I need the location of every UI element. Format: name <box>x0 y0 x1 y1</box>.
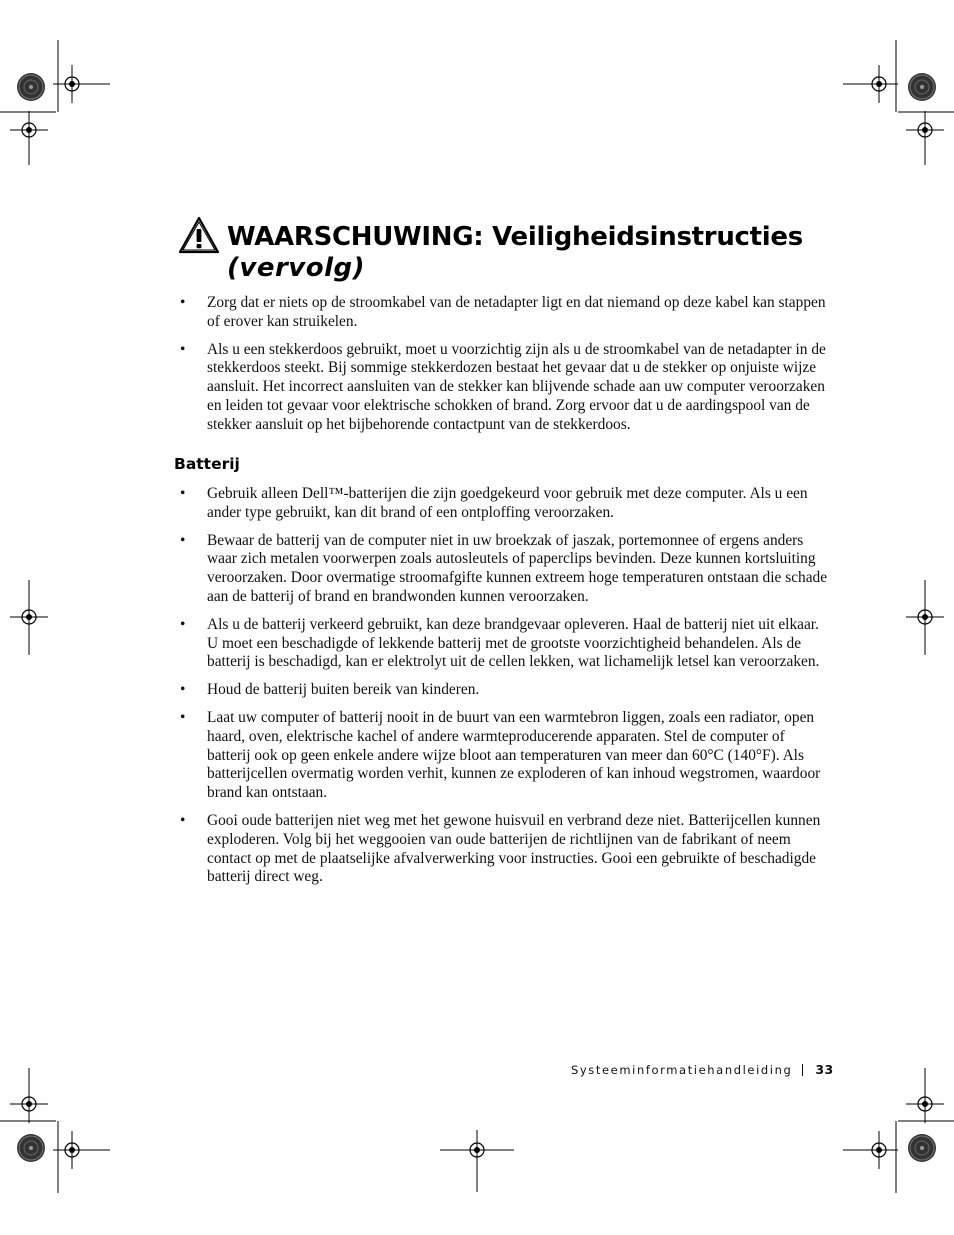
bullet: • <box>180 681 186 699</box>
bullet: • <box>180 531 186 549</box>
list-item-text: Bewaar de batterij van de computer niet in uw broekzak of jaszak, portemonnee of ergens anders waar zich metalen voorwerpen zoals autosleutels of paperclips bevinden. Deze kunnen kortsluiting veroorzaken. Door overmatige stroomafgifte kunnen extreem hoge temperaturen ontstaan die schade aan de batterij of brand en brandwonden kunnen veroorzaken. <box>207 531 828 605</box>
title-continued: (vervolg) <box>227 253 366 283</box>
list-item-text: Gebruik alleen Dell™-batterijen die zijn goedgekeurd voor gebruik met deze computer. Als u een ander type gebruikt, kan dit brand of een ontploffing veroorzaken. <box>207 485 808 521</box>
bullet: • <box>180 615 186 633</box>
list-item <box>178 812 828 887</box>
footer-separator <box>802 1064 803 1076</box>
footer-doc-name: Systeeminformatiehandleiding <box>571 1063 793 1077</box>
list-item <box>178 709 828 803</box>
page-footer <box>571 1062 834 1077</box>
list-item <box>178 616 828 672</box>
list-item-text: Als u een stekkerdoos gebruikt, moet u voorzichtig zijn als u de stroomkabel van de netadapter in de stekkerdoos steekt. Bij sommige stekkerdozen bestaat het gevaar dat u de stekker op onjuiste wijze aansluit. Het incorrect aansluiten van de stekker kan blijvende schade aan uw computer veroorzaken en leiden tot gevaar voor elektrische schokken of brand. Zorg ervoor dat u de aardingspool van de stekker aansluit op het bijbehorende contactpunt van de stekkerdoos. <box>207 340 826 433</box>
battery-list <box>178 485 828 887</box>
bullet: • <box>180 811 186 829</box>
section-heading: Batterij <box>174 455 240 473</box>
list-item-text: Als u de batterij verkeerd gebruikt, kan deze brandgevaar opleveren. Haal de batterij niet uit elkaar. U moet een beschadigde of lekkende batterij met de grootste voorzichtigheid behandelen. Als de batterij is beschadigd, kan er elektrolyt uit de cellen lekken, wat lichamelijk letsel kan veroorzaken. <box>207 615 820 671</box>
intro-list <box>178 294 828 435</box>
list-item-text: Zorg dat er niets op de stroomkabel van de netadapter ligt en dat niemand op deze kabel kan stappen of erover kan struikelen. <box>207 294 826 330</box>
list-item <box>178 294 828 332</box>
bullet: • <box>180 485 186 502</box>
list-item-text: Laat uw computer of batterij nooit in de buurt van een warmtebron liggen, zoals een radiator, open haard, oven, elektrische kachel of andere warmteproducerende apparaten. Stel de computer of batterij ook op geen enkele andere wijze bloot aan temperaturen van meer dan 60°C (140°F). Als batterijcellen overmatig worden verhit, kunnen ze exploderen of kan inhoud wegstromen, waardoor brand kan ontstaan. <box>207 708 821 802</box>
list-item <box>178 681 828 700</box>
list-item <box>178 341 828 435</box>
page-title <box>227 222 803 284</box>
title-text: WAARSCHUWING: Veiligheidsinstructies <box>227 222 803 252</box>
list-item <box>178 485 828 523</box>
page-number: 33 <box>815 1062 834 1077</box>
list-item <box>178 532 828 607</box>
bullet: • <box>180 294 186 311</box>
list-item-text: Gooi oude batterijen niet weg met het gewone huisvuil en verbrand deze niet. Batterijcellen kunnen exploderen. Volg bij het weggooien van oude batterijen de richtlijnen van de fabrikant of neem contact op met de plaatselijke afvalverwerking voor instructies. Gooi een gebruikte of beschadigde batterij direct weg. <box>207 811 821 886</box>
bullet: • <box>180 708 186 726</box>
bullet: • <box>180 340 186 358</box>
list-item-text: Houd de batterij buiten bereik van kinderen. <box>207 681 480 699</box>
warning-triangle-icon <box>178 216 220 254</box>
